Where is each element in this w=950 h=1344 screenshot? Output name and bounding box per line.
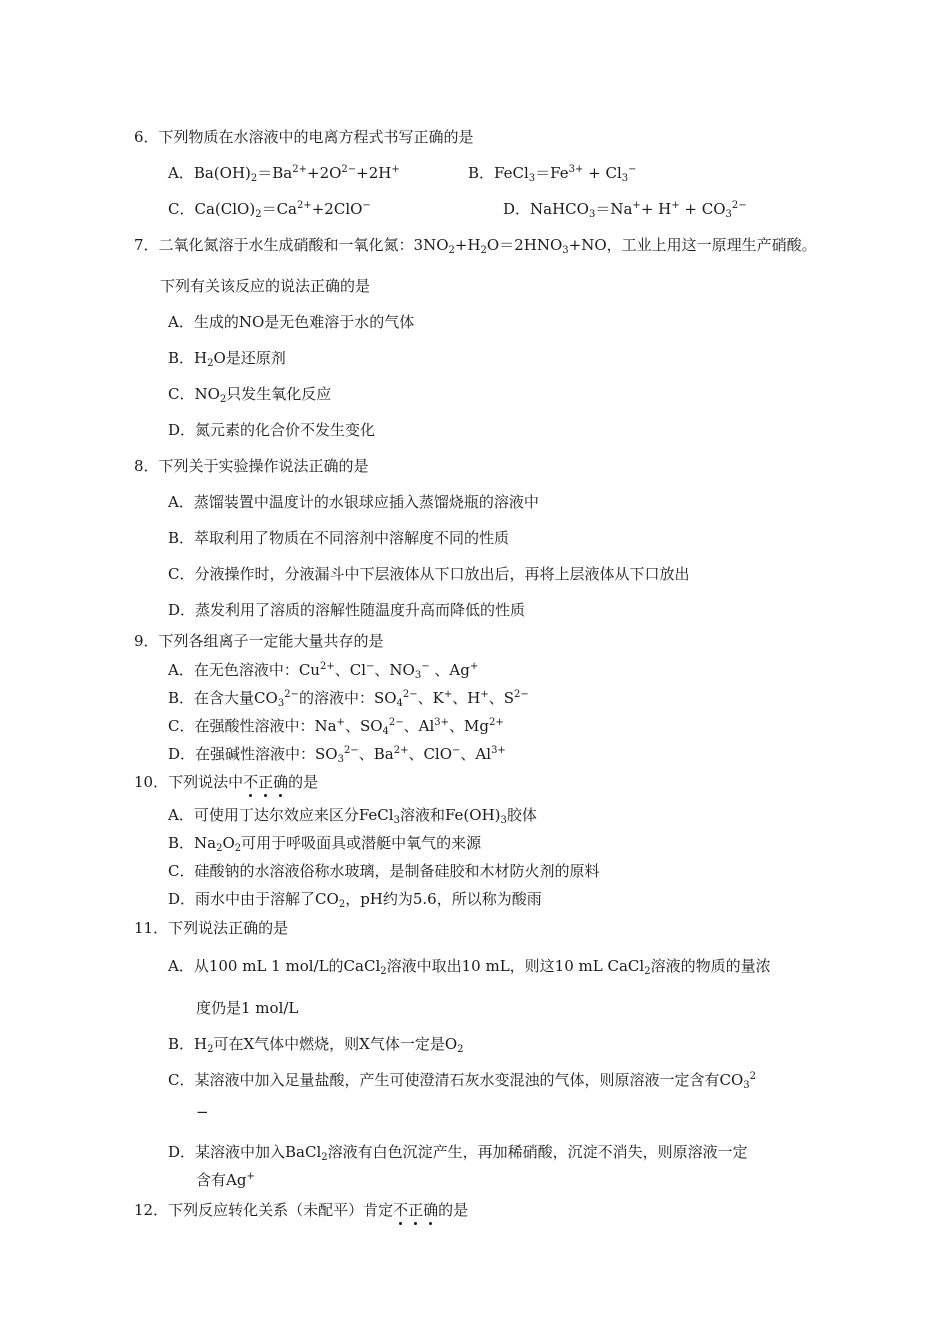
q11-option-c: C．某溶液中加入足量盐酸，产生可使澄清石灰水变混浊的气体，则原溶液一定含有$CO_3^2$ (168, 1071, 757, 1091)
q11-option-d: D．某溶液中加入BaCl$_2$溶液有白色沉淀产生，再加稀硝酸，沉淀不消失，则原溶液一定 (168, 1143, 748, 1163)
q10-option-c: C．硅酸钠的水溶液俗称水玻璃，是制备硅胶和木材防火剂的原料 (168, 862, 600, 880)
q10-option-d: D．雨水中由于溶解了$CO_2$，pH约为5.6，所以称为酸雨 (168, 890, 542, 910)
q7-option-c: C．$NO_2$只发生氧化反应 (168, 385, 332, 405)
q9-option-c: C．在强酸性溶液中：Na+、$SO_4^{2-}$、$Al^{3+}$、$Mg^{2+}$ (168, 717, 504, 737)
q6-option-d: D．NaHCO$_3$＝Na++ $H^+ + CO_3^{2-}$ (503, 200, 747, 220)
q9-option-d: D．在强碱性溶液中：$SO_3^{2-}$、$Ba^{2+}$、ClO−、$Al^{3+}$ (168, 745, 506, 765)
q8-option-d: D．蒸发利用了溶质的溶解性随温度升高而降低的性质 (168, 601, 526, 619)
q11-option-c-line2: − (196, 1103, 209, 1121)
q11-option-d-line2: 含有Ag+ (196, 1171, 255, 1189)
q8-stem: 8．下列关于实验操作说法正确的是 (134, 457, 369, 475)
q10-stem: 10．下列说法中不正确的是 (134, 773, 319, 791)
q6-option-c: C．$Ca(ClO)_2=Ca^{2+}+2ClO^-$ (168, 200, 371, 220)
q10-option-b: B．$Na_2O_2$可用于呼吸面具或潜艇中氧气的来源 (168, 834, 482, 854)
q9-option-a: A．在无色溶液中：$Cu^{2+}$、Cl−、$NO_3^-$ 、Ag+ (168, 661, 479, 681)
q6-option-a: A．$Ba(OH)_2=Ba^{2+}+2O^{2-}+2H^+$ (168, 164, 400, 184)
q8-option-a: A．蒸馏装置中温度计的水银球应插入蒸馏烧瓶的溶液中 (168, 493, 539, 511)
q7-stem-line2: 下列有关该反应的说法正确的是 (160, 277, 371, 295)
q11-option-b: B．$H_2$可在X气体中燃烧，则X气体一定是$O_2$ (168, 1035, 464, 1055)
q7-option-b: B．$H_2O$是还原剂 (168, 349, 286, 369)
q7-option-a: A．生成的NO是无色难溶于水的气体 (168, 313, 415, 331)
q6-option-b: B．$FeCl_3=Fe^{3+} + Cl_3^-$ (468, 164, 637, 184)
q11-stem: 11．下列说法正确的是 (134, 919, 289, 937)
q11-option-a-line2: 度仍是1 mol/L (196, 999, 299, 1017)
q8-option-b: B．萃取利用了物质在不同溶剂中溶解度不同的性质 (168, 529, 510, 547)
q9-stem: 9．下列各组离子一定能大量共存的是 (134, 632, 384, 650)
q7-stem: 7．二氧化氮溶于水生成硝酸和一氧化氮：$3NO_2+H_2O=2HNO_3+NO$，工业上用这一原理生产硝酸。 (134, 236, 817, 256)
q12-stem: 12．下列反应转化关系（未配平）肯定不正确的是 (134, 1201, 469, 1219)
q9-option-b: B．在含大量$CO_3^{2-}$的溶液中：$SO_4^{2-}$、K+、H+、$S^{2-}$ (168, 689, 529, 709)
q10-option-a: A．可使用丁达尔效应来区分FeCl$_3$溶液和$Fe(OH)_3$胶体 (168, 806, 537, 826)
q8-option-c: C．分液操作时，分液漏斗中下层液体从下口放出后，再将上层液体从下口放出 (168, 565, 690, 583)
q11-option-a: A．从100 mL 1 mol/L的CaCl$_2$溶液中取出10 mL，则这10 mL CaCl$_2$溶液的物质的量浓 (168, 957, 771, 977)
q6-stem: 6．下列物质在水溶液中的电离方程式书写正确的是 (134, 128, 474, 146)
q7-option-d: D．氮元素的化合价不发生变化 (168, 421, 376, 439)
